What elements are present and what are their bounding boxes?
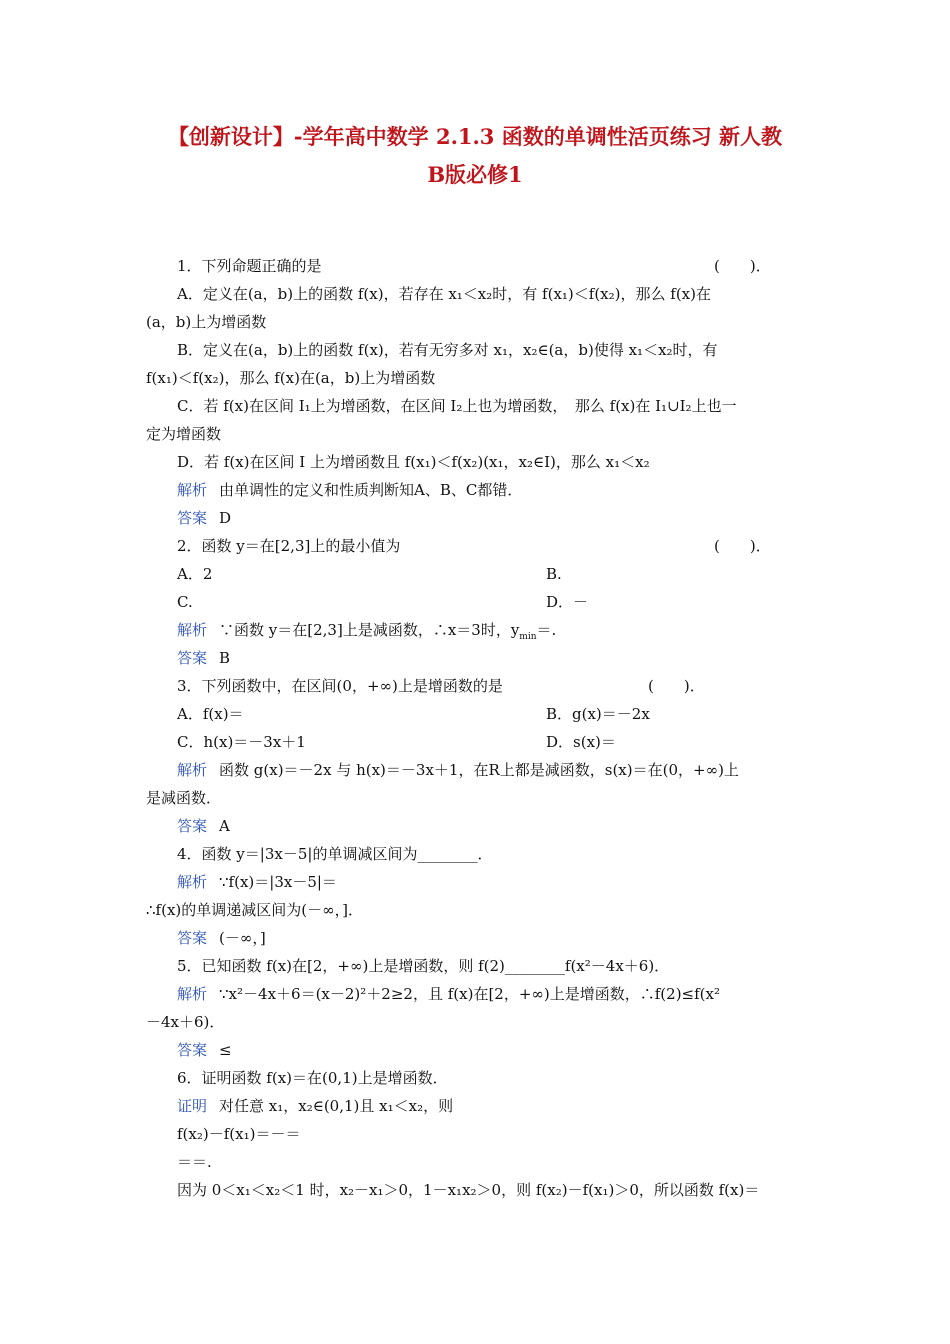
q1-stem: 1．下列命题正确的是 (177, 257, 322, 275)
q3-answer (177, 816, 810, 836)
q2-answer-paren: ( )． (714, 537, 771, 555)
q3-option-b: B．g(x)＝－2x (546, 705, 650, 723)
q6-proof (177, 1096, 810, 1116)
q6-proof-line3: ＝＝. (177, 1153, 212, 1171)
title-line-2: B版必修1 (427, 162, 523, 187)
document-title (140, 118, 810, 194)
answer-text: D (219, 509, 232, 527)
proof-text: 对任意 x₁，x₂∈(0,1)且 x₁＜x₂，则 (219, 1097, 454, 1115)
q3-analysis (177, 760, 810, 780)
q2-option-d: D．－ (546, 593, 589, 611)
analysis-text: 函数 g(x)＝－2x 与 h(x)＝－3x＋1，在R上都是减函数，s(x)＝在(0，+∞)上 (219, 761, 739, 779)
q6-proof-line2: f(x₂)－f(x₁)＝－＝ (177, 1125, 301, 1143)
q2-option-a: A．2 (177, 565, 213, 583)
q3-option-c: C．h(x)＝－3x＋1 (177, 733, 306, 751)
q1-analysis (177, 480, 810, 500)
q1-answer (177, 508, 810, 528)
q1-option-c-line2: 定为增函数 (146, 425, 222, 443)
q2-analysis (177, 620, 810, 647)
q5-stem: 5．已知函数 f(x)在[2，+∞)上是增函数，则 f(2)________f(x²－4x＋6)． (177, 957, 670, 975)
q6-proof-line4: 因为 0＜x₁＜x₂＜1 时，x₂－x₁＞0，1－x₁x₂＞0，则 f(x₂)－f(x₁)＞0，所以函数 f(x)＝ (177, 1181, 760, 1199)
q2-option-c: C. (177, 593, 193, 611)
answer-label: 答案 (177, 929, 208, 947)
q1-option-a-line1: A．定义在(a，b)上的函数 f(x)，若存在 x₁＜x₂时，有 f(x₁)＜f(x₂)，那么 f(x)在 (177, 285, 711, 303)
q4-analysis (177, 872, 810, 892)
q3-answer-paren: ( )． (648, 677, 705, 695)
q3-analysis-line2: 是减函数． (146, 789, 222, 807)
q1-option-a-line2: (a，b)上为增函数 (146, 313, 267, 331)
answer-text: (－∞，] (219, 929, 266, 947)
q4-stem: 4．函数 y＝|3x－5|的单调减区间为________． (177, 845, 493, 863)
proof-label: 证明 (177, 1097, 208, 1115)
answer-text: ≤ (219, 1041, 232, 1059)
q2-stem: 2．函数 y＝在[2,3]上的最小值为 (177, 537, 401, 555)
q2-option-b: B. (546, 565, 562, 583)
q5-answer (177, 1040, 810, 1060)
analysis-label: 解析 (177, 761, 208, 779)
analysis-text: ∵函数 y＝在[2,3]上是减函数，∴x＝3时，y (219, 621, 520, 639)
q5-analysis (177, 984, 810, 1004)
answer-label: 答案 (177, 509, 208, 527)
q1-answer-paren: ( )． (714, 257, 771, 275)
q4-analysis-line2: ∴f(x)的单调递减区间为(－∞，]． (146, 901, 363, 919)
q2-answer (177, 648, 810, 668)
q4-answer (177, 928, 810, 948)
answer-text: B (219, 649, 231, 667)
title-line-1: 【创新设计】-学年高中数学 2.1.3 函数的单调性活页练习 新人教 (167, 124, 783, 149)
answer-label: 答案 (177, 817, 208, 835)
q3-stem: 3．下列函数中，在区间(0，+∞)上是增函数的是 (177, 677, 503, 695)
q1-option-b-line2: f(x₁)＜f(x₂)，那么 f(x)在(a，b)上为增函数 (146, 369, 436, 387)
analysis-text-tail: ＝. (536, 621, 557, 639)
answer-label: 答案 (177, 1041, 208, 1059)
analysis-label: 解析 (177, 985, 208, 1003)
q1-option-b-line1: B．定义在(a，b)上的函数 f(x)，若有无穷多对 x₁，x₂∈(a，b)使得 x₁＜x₂时，有 (177, 341, 718, 359)
analysis-label: 解析 (177, 873, 208, 891)
analysis-text: ∵f(x)＝|3x－5|＝ (219, 873, 337, 891)
q1-option-c-line1: C．若 f(x)在区间 I₁上为增函数，在区间 I₂上也为增函数， 那么 f(x)在 I₁∪I₂上也一 (177, 397, 737, 415)
q1-option-d: D．若 f(x)在区间 I 上为增函数且 f(x₁)＜f(x₂)(x₁，x₂∈I)，那么 x₁＜x₂ (177, 453, 650, 471)
q3-option-a: A．f(x)＝ (177, 705, 244, 723)
answer-text: A (219, 817, 230, 835)
answer-label: 答案 (177, 649, 208, 667)
q3-option-d: D．s(x)＝ (546, 733, 616, 751)
q6-stem: 6．证明函数 f(x)＝在(0,1)上是增函数． (177, 1069, 448, 1087)
analysis-subscript: min (519, 632, 537, 642)
analysis-text: 由单调性的定义和性质判断知A、B、C都错． (219, 481, 523, 499)
q5-analysis-line2: －4x＋6)． (146, 1013, 225, 1031)
analysis-label: 解析 (177, 481, 208, 499)
analysis-label: 解析 (177, 621, 208, 639)
analysis-text: ∵x²－4x＋6＝(x－2)²＋2≥2，且 f(x)在[2，+∞)上是增函数，∴f(2)≤f(x² (219, 985, 720, 1003)
